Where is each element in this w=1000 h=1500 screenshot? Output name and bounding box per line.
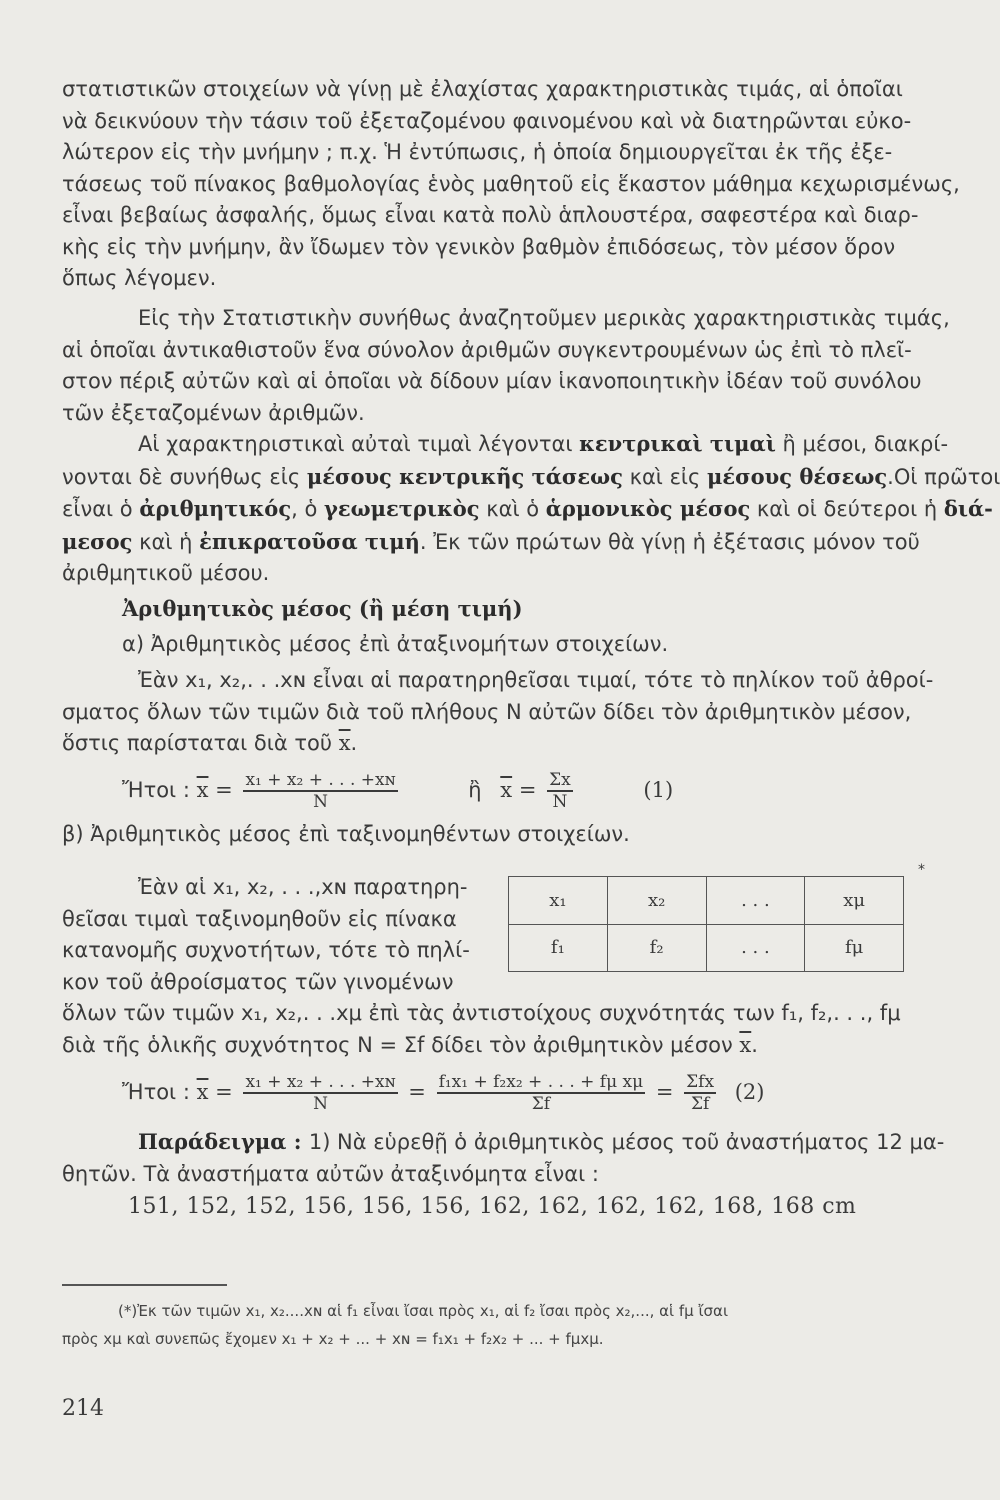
text-run: νονται δὲ συνήθως εἰς (62, 464, 307, 489)
term-central-values: κεντρικαὶ τιμαὶ (579, 431, 776, 456)
or-word: ἢ (468, 777, 482, 802)
paragraph-case-b (62, 872, 502, 998)
text-run: καὶ ἡ (132, 529, 200, 554)
text-run: , ὁ (291, 497, 324, 521)
paragraph-measures (62, 428, 1000, 590)
table-cell: fμ (805, 924, 904, 972)
term-arithmetic: ἀριθμητικός (139, 496, 292, 521)
mean-symbol: $\overline{x}$ (338, 731, 351, 755)
denominator: N (313, 791, 328, 812)
term-position-measures: μέσους θέσεως (707, 463, 888, 489)
term-geometric: γεωμετρικὸς (323, 496, 480, 521)
table-cell: x₁ (509, 877, 608, 925)
footnote-line: πρὸς xμ καὶ συνεπῶς ἔχομεν x₁ + x₂ + ... + xɴ = f₁x₁ + f₂x₂ + ... + fμxμ. (62, 1330, 604, 1348)
text-line: αἱ ὁποῖαι ἀντικαθιστοῦν ἕνα σύνολον ἀριθμῶν συγκεντρουμένων ὡς ἐπὶ τὸ πλεῖ- (62, 337, 912, 362)
text-run: καὶ οἱ δεύτεροι ἡ (750, 497, 944, 521)
numerator: f₁x₁ + f₂x₂ + . . . + fμ xμ (438, 1072, 644, 1092)
text-run: 1) Νὰ εὑρεθῇ ὁ ἀριθμητικὸς μέσος τοῦ ἀναστήματος 12 μα- (308, 1130, 945, 1154)
text-line: κον τοῦ ἀθροίσματος τῶν γινομένων (62, 969, 454, 994)
mean-symbol: $\overline{x}$ (196, 777, 209, 802)
fraction (437, 1072, 646, 1114)
text-run: Ἐὰν x₁, x₂,. . .xɴ εἶναι αἱ παρατηρηθεῖσαι τιμαί, τότε τὸ πηλίκον τοῦ ἀθροί- (138, 668, 934, 692)
equation-number: (2) (734, 1079, 765, 1104)
footnote-line: (*)Ἐκ τῶν τιμῶν x₁, x₂....xɴ αἱ f₁ εἶναι ἴσαι πρὸς x₁, αἱ f₂ ἴσαι πρὸς x₂,..., αἱ fμ ἴσαι (118, 1302, 729, 1320)
equals-sign: = (518, 777, 537, 802)
paragraph-central-values (62, 303, 950, 429)
text-line: νὰ δεικνύουν τὴν τάσιν τοῦ ἐξεταζομένου φαινομένου καὶ νὰ διατηρῶνται εὐκο- (62, 108, 912, 133)
table-cell: f₁ (509, 924, 608, 972)
text-line: κὴς εἰς τὴν μνήμην, ἂν ἴδωμεν τὸν γενικὸν βαθμὸν ἐπιδόσεως, τὸν μέσον ὅρον (62, 234, 896, 259)
text-run: . (751, 1032, 758, 1057)
case-a-title: α) Ἀριθμητικὸς μέσος ἐπὶ ἀταξινομήτων στοιχείων. (122, 632, 669, 656)
denominator: Σf (690, 1093, 710, 1114)
text-line: ἀριθμητικοῦ μέσου. (62, 561, 270, 585)
paragraph-example (62, 1126, 945, 1190)
text-run: .Οἱ πρῶτοι (887, 464, 1000, 489)
paragraph-intro (62, 74, 960, 295)
denominator: N (313, 1093, 328, 1114)
term-median-b: μεσος (62, 528, 133, 554)
fraction (243, 770, 397, 812)
fraction (243, 1072, 397, 1114)
page-number: 214 (62, 1396, 104, 1421)
text-run: εἶναι ὁ (62, 497, 140, 521)
text-line: ὅλων τῶν τιμῶν x₁, x₂,. . .xμ ἐπὶ τὰς ἀντιστοίχους συχνότητάς των f₁, f₂,. . ., fμ (62, 1001, 901, 1025)
formula-lead: Ἤτοι : (122, 777, 190, 802)
mean-symbol: $\overline{x}$ (500, 777, 513, 802)
text-run: . Ἐκ τῶν πρώτων θὰ γίνῃ ἡ ἐξέτασις μόνον τοῦ (419, 529, 920, 554)
formula-lead: Ἤτοι : (122, 1079, 190, 1104)
term-mode: ἐπικρατοῦσα τιμή (199, 528, 420, 554)
case-b-title: β) Ἀριθμητικὸς μέσος ἐπὶ ταξινομηθέντων στοιχείων. (62, 822, 630, 846)
text-run: Αἱ χαρακτηριστικαὶ αὐταὶ τιμαὶ λέγονται (138, 432, 580, 456)
table-cell: x₂ (607, 877, 706, 925)
footnote-divider (62, 1284, 227, 1286)
numerator: Σfx (686, 1072, 715, 1092)
table-cell: . . . (706, 877, 805, 925)
denominator: Σf (531, 1093, 551, 1114)
numerator: x₁ + x₂ + . . . +xɴ (245, 770, 396, 790)
table-row (509, 877, 904, 925)
term-harmonic: ἁρμονικὸς μέσος (545, 496, 751, 521)
numerator: Σx (549, 770, 571, 790)
mean-symbol: $\overline{x}$ (739, 1032, 752, 1057)
equals-sign: = (215, 777, 233, 802)
footnote-asterisk: * (918, 862, 925, 878)
text-line: στον πέριξ αὐτῶν καὶ αἱ ὁποῖαι νὰ δίδουν μίαν ἱκανοποιητικὴν ἰδέαν τοῦ συνόλου (62, 369, 922, 393)
fraction (547, 770, 573, 812)
text-line: τάσεως τοῦ πίνακος βαθμολογίας ἑνὸς μαθητοῦ εἰς ἕκαστον μάθημα κεχωρισμένως, (62, 171, 960, 196)
formula-1 (122, 770, 673, 812)
frequency-table (508, 876, 904, 972)
fraction (684, 1072, 716, 1114)
denominator: N (552, 791, 568, 812)
heights-list: 151, 152, 152, 156, 156, 156, 162, 162, 162, 162, 168, 168 cm (128, 1194, 857, 1219)
paragraph-case-a (62, 665, 934, 760)
equals-sign: = (655, 1079, 674, 1104)
term-median-a: διά- (943, 496, 993, 521)
equation-number: (1) (643, 777, 674, 802)
text-run: . (350, 731, 358, 755)
table-cell: xμ (805, 877, 904, 925)
text-run: καὶ εἰς (622, 464, 708, 489)
text-line: θητῶν. Τὰ ἀναστήματα αὐτῶν ἀταξινόμητα εἶναι : (62, 1161, 599, 1186)
paragraph-case-b-cont (62, 998, 922, 1061)
table-cell: . . . (706, 924, 805, 972)
text-line: εἶναι βεβαίως ἀσφαλής, ὅμως εἶναι κατὰ πολὺ ἁπλουστέρα, σαφεστέρα καὶ διαρ- (62, 203, 919, 227)
equals-sign: = (215, 1079, 233, 1104)
mean-symbol: $\overline{x}$ (196, 1079, 209, 1104)
equals-sign: = (408, 1079, 426, 1104)
table-row (509, 924, 904, 972)
term-central-tendency: μέσους κεντρικῆς τάσεως (306, 463, 623, 489)
text-line: Ἐὰν αἱ x₁, x₂, . . .,xɴ παρατηρη- (138, 875, 468, 899)
numerator: x₁ + x₂ + . . . +xɴ (245, 1072, 396, 1092)
text-line: σματος ὅλων τῶν τιμῶν διὰ τοῦ πλήθους N αὐτῶν δίδει τὸν ἀριθμητικὸν μέσον, (62, 699, 912, 724)
text-line: Εἰς τὴν Στατιστικὴν συνήθως ἀναζητοῦμεν μερικὰς χαρακτηριστικὰς τιμάς, (138, 306, 950, 330)
text-line: κατανομῆς συχνοτήτων, τότε τὸ πηλί- (62, 938, 470, 962)
text-line: λώτερον εἰς τὴν μνήμην ; π.χ. Ἡ ἐντύπωσις, ἡ ὁποία δημιουργεῖται ἐκ τῆς ἐξε- (62, 140, 893, 164)
text-line: ὅπως λέγομεν. (62, 266, 217, 290)
text-run: καὶ ὁ (479, 497, 546, 521)
text-run: διὰ τῆς ὁλικῆς συχνότητος N = Σf δίδει τὸν ἀριθμητικὸν μέσον (62, 1032, 740, 1057)
example-label: Παράδειγμα : (138, 1129, 309, 1154)
section-heading: Ἀριθμητικὸς μέσος (ἢ μέση τιμή) (122, 596, 523, 621)
table-cell: f₂ (607, 924, 706, 972)
text-line: τῶν ἐξεταζομένων ἀριθμῶν. (62, 400, 365, 425)
text-line: θεῖσαι τιμαὶ ταξινομηθοῦν εἰς πίνακα (62, 906, 457, 931)
text-run: ὅστις παρίσταται διὰ τοῦ (62, 731, 339, 755)
formula-2 (122, 1072, 764, 1114)
text-line: στατιστικῶν στοιχείων νὰ γίνῃ μὲ ἐλαχίστας χαρακτηριστικὰς τιμάς, αἱ ὁποῖαι (62, 77, 903, 101)
text-run: ἢ μέσοι, διακρί- (775, 432, 949, 456)
